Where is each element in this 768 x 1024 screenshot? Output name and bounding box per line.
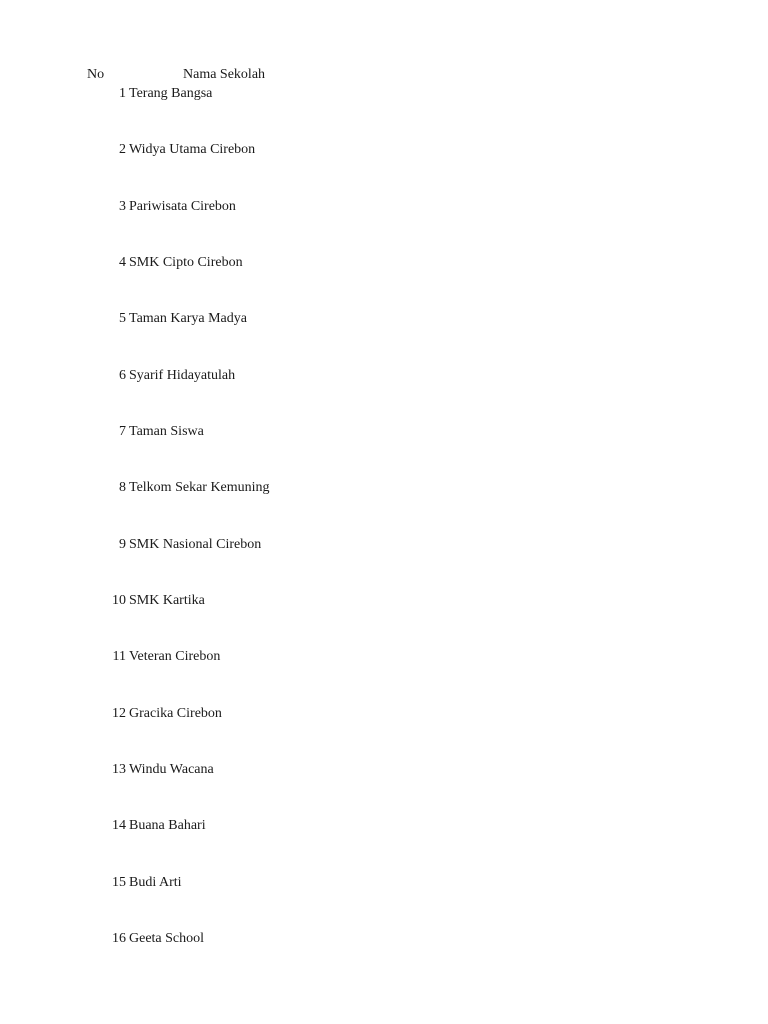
school-name: Telkom Sekar Kemuning [129,480,270,496]
row-number: 11 [112,649,126,665]
school-name: Widya Utama Cirebon [129,142,256,158]
row-number: 1 [119,86,126,101]
column-header-nama-sekolah: Nama Sekolah [183,67,266,82]
table-row [0,255,768,311]
school-name: Taman Siswa [129,424,204,440]
row-number: 9 [119,536,126,552]
table-row [0,931,768,987]
school-name: Gracika Cirebon [129,705,222,721]
school-name: SMK Cipto Cirebon [129,255,243,271]
school-name: Buana Bahari [129,818,206,834]
school-name: Pariwisata Cirebon [129,198,236,214]
table-row [0,424,768,480]
table-row [0,875,768,931]
row-number: 13 [112,762,126,778]
column-header-no: No [87,67,105,82]
row-number: 7 [119,424,126,440]
table-row [0,537,768,593]
school-name: Syarif Hidayatulah [129,367,236,383]
table-row [0,762,768,818]
row-number: 8 [119,480,126,496]
row-number: 16 [112,931,126,947]
table-row [0,142,768,198]
table-row [0,480,768,536]
row-number: 14 [112,818,126,834]
table-row [0,706,768,762]
row-number: 10 [112,593,126,609]
table-row [0,368,768,424]
school-name: Terang Bangsa [129,86,213,101]
school-name: SMK Kartika [129,593,205,609]
table-row [0,818,768,874]
row-number: 3 [119,198,126,214]
table-row [0,86,768,142]
school-name: Budi Arti [129,874,182,890]
row-number: 2 [119,142,126,158]
row-number: 6 [119,367,126,383]
school-name: Windu Wacana [129,762,214,778]
school-list [0,86,768,988]
table-row [0,649,768,705]
row-number: 12 [112,705,126,721]
table-row [0,593,768,649]
row-number: 4 [119,255,126,271]
school-name: Taman Karya Madya [129,311,247,327]
table-row [0,311,768,367]
school-name: Geeta School [129,931,205,947]
school-name: SMK Nasional Cirebon [129,536,262,552]
row-number: 5 [119,311,126,327]
table-row [0,199,768,255]
school-name: Veteran Cirebon [129,649,221,665]
row-number: 15 [112,874,126,890]
